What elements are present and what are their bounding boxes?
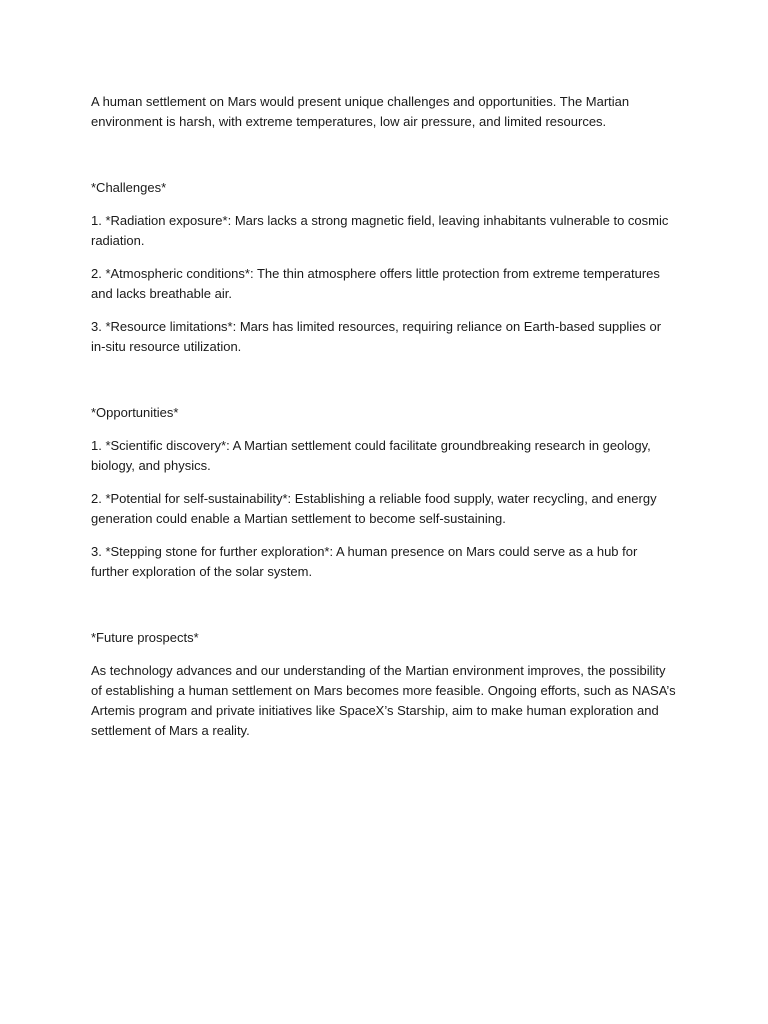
- intro-paragraph: A human settlement on Mars would present unique challenges and opportunities. The Martian environment is harsh, with extreme temperatures, low air pressure, and limited resources.: [91, 94, 630, 129]
- opportunity-item-1: 1. *Scientific discovery*: A Martian settlement could facilitate groundbreaking research in geology, biology, and physics.: [91, 438, 651, 473]
- challenge-item-1: 1. *Radiation exposure*: Mars lacks a strong magnetic field, leaving inhabitants vulnerable to cosmic radiation.: [91, 213, 669, 248]
- future-paragraph: As technology advances and our understanding of the Martian environment improves, the possibility of establishing a human settlement on Mars becomes more feasible. Ongoing efforts, such as NASA’s Artemis program and private initiatives like SpaceX’s Starship, aim to make human exploration and settlement of Mars a reality.: [91, 663, 676, 738]
- future-section: [91, 628, 676, 741]
- challenge-item-2: 2. *Atmospheric conditions*: The thin atmosphere offers little protection from extreme temperatures and lacks breathable air.: [91, 266, 660, 301]
- challenge-item-3: 3. *Resource limitations*: Mars has limited resources, requiring reliance on Earth-based supplies or in-situ resource utilization.: [91, 319, 662, 354]
- opportunities-heading: *Opportunities*: [91, 405, 179, 420]
- challenges-section: [91, 178, 676, 357]
- document-body: [91, 92, 676, 754]
- opportunity-item-3: 3. *Stepping stone for further exploration*: A human presence on Mars could serve as a hub for further exploration of the solar system.: [91, 544, 638, 579]
- opportunity-item-2: 2. *Potential for self-sustainability*: Establishing a reliable food supply, water recycling, and energy generation could enable a Martian settlement to become self-sustaining.: [91, 491, 657, 526]
- challenges-heading: *Challenges*: [91, 180, 167, 195]
- future-heading: *Future prospects*: [91, 630, 199, 645]
- opportunities-section: [91, 403, 676, 582]
